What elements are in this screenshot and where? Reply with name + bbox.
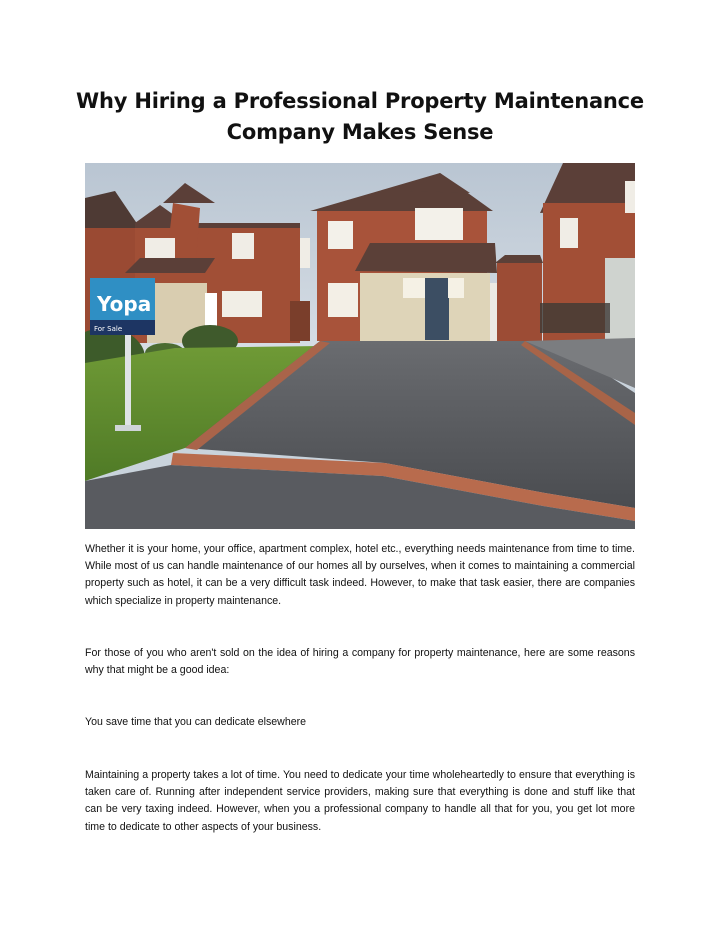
sign-brand-text: Yopa [97,292,152,316]
paragraph-reasons: For those of you who aren't sold on the idea of hiring a company for property maintenance, here are some reasons why that might be a good idea: [85,647,635,677]
house-photo [85,163,635,529]
sign-strip-text: For Sale [94,325,123,333]
paragraph-intro: Whether it is your home, your office, apartment complex, hotel etc., everything needs maintenance from time to time. While most of us can handle maintenance of our homes all by ourselves, when it comes to maintaining a commercial property such as hotel, it can be a very difficult task indeed. However, to make that task easier, there are companies which specialize in property maintenance. [85,543,635,607]
subheading-save-time: You save time that you can dedicate elsewhere [85,716,307,728]
page-title: Why Hiring a Professional Property Maintenance Company Makes Sense [76,89,644,144]
paragraph-time-detail: Maintaining a property takes a lot of time. You need to dedicate your time wholeheartedly to ensure that everything is taken care of. Running after independent service providers, making sure that everything is done and stuff like that can be very taxing indeed. However, when you a professional company to handle all that for you, you get lot more time to dedicate to other aspects of your business. [85,769,635,833]
